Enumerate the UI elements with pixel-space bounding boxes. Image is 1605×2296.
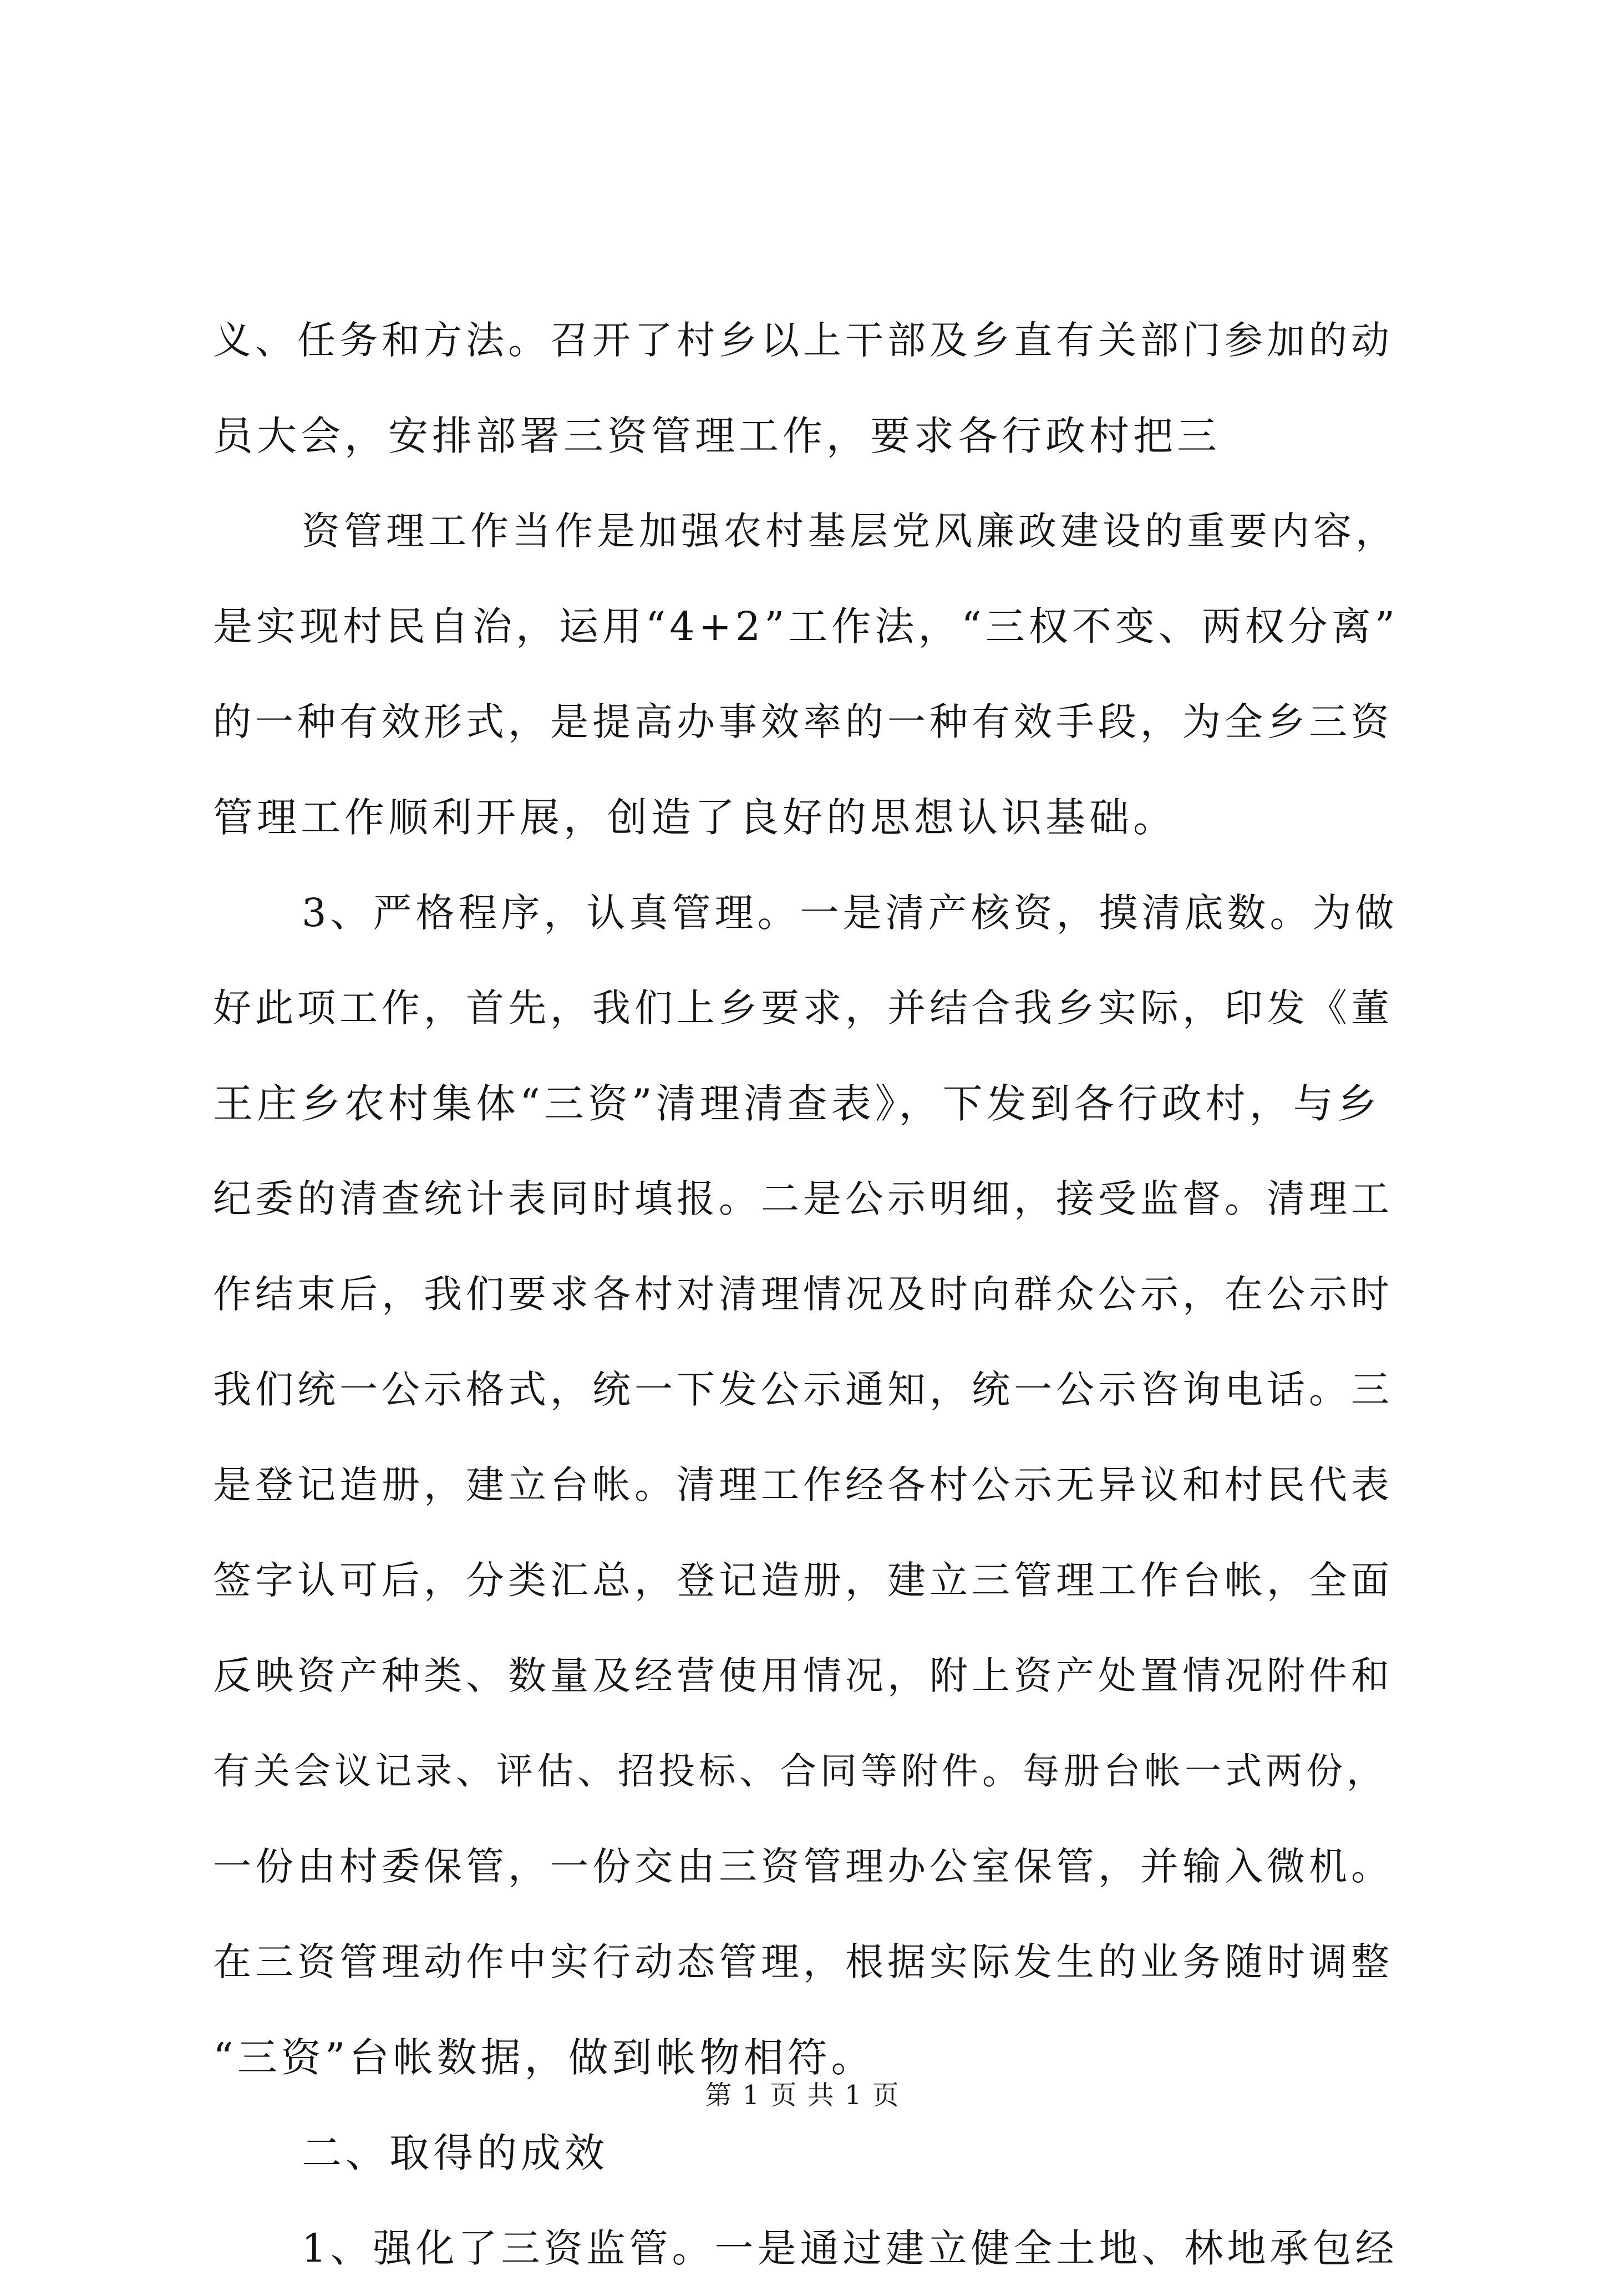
text-line: 义、任务和方法。召开了村乡以上干部及乡直有关部门参加的动 bbox=[213, 318, 1393, 363]
text-line: 王庄乡农村集体“三资”清理清查表》，下发到各行政村，与乡 bbox=[213, 1080, 1381, 1127]
text-line: 在三资管理动作中实行动态管理，根据实际发生的业务随时调整 bbox=[213, 1940, 1393, 1984]
text-line: “三资”台帐数据，做到帐物相符。 bbox=[213, 2034, 875, 2081]
page-footer: 第 1 页 共 1 页 bbox=[705, 2080, 900, 2111]
text-line: 我们统一公示格式，统一下发公示通知，统一公示咨询电话。三 bbox=[213, 1368, 1393, 1412]
text-line: 员大会，安排部署三资管理工作，要求各行政村把三 bbox=[213, 413, 1221, 459]
text-line: 二、取得的成效 bbox=[302, 2130, 609, 2176]
text-line: 管理工作顺利开展，创造了良好的思想认识基础。 bbox=[213, 794, 1177, 841]
text-line: 作结束后，我们要求各村对清理情况及时向群众公示，在公示时 bbox=[213, 1272, 1393, 1317]
text-line: 纪委的清查统计表同时填报。二是公示明细，接受监督。清理工 bbox=[213, 1177, 1393, 1221]
text-line: 是登记造册，建立台帐。清理工作经各村公示无异议和村民代表 bbox=[213, 1463, 1393, 1507]
text-line: 一份由村委保管，一份交由三资管理办公室保管，并输入微机。 bbox=[213, 1845, 1393, 1889]
text-line: 签字认可后，分类汇总，登记造册，建立三管理工作台帐，全面 bbox=[213, 1558, 1393, 1603]
text-line: 有关会议记录、评估、招投标、合同等附件。每册台帐一式两份， bbox=[213, 1750, 1387, 1792]
text-line: 资管理工作当作是加强农村基层党风廉政建设的重要内容， bbox=[302, 509, 1398, 553]
text-line: 1、强化了三资监管。一是通过建立健全土地、林地承包经 bbox=[302, 2226, 1398, 2271]
text-line: 3、严格程序，认真管理。一是清产核资，摸清底数。为做 bbox=[302, 890, 1398, 936]
body-text bbox=[213, 293, 1400, 2296]
text-line: 的一种有效形式，是提高办事效率的一种有效手段，为全乡三资 bbox=[213, 700, 1393, 744]
text-line: 反映资产种类、数量及经营使用情况，附上资产处置情况附件和 bbox=[213, 1654, 1393, 1698]
text-line: 好此项工作，首先，我们上乡要求，并结合我乡实际，印发《董 bbox=[213, 986, 1393, 1030]
text-line: 是实现村民自治，运用“4+2”工作法，“三权不变、两权分离” bbox=[213, 603, 1399, 649]
